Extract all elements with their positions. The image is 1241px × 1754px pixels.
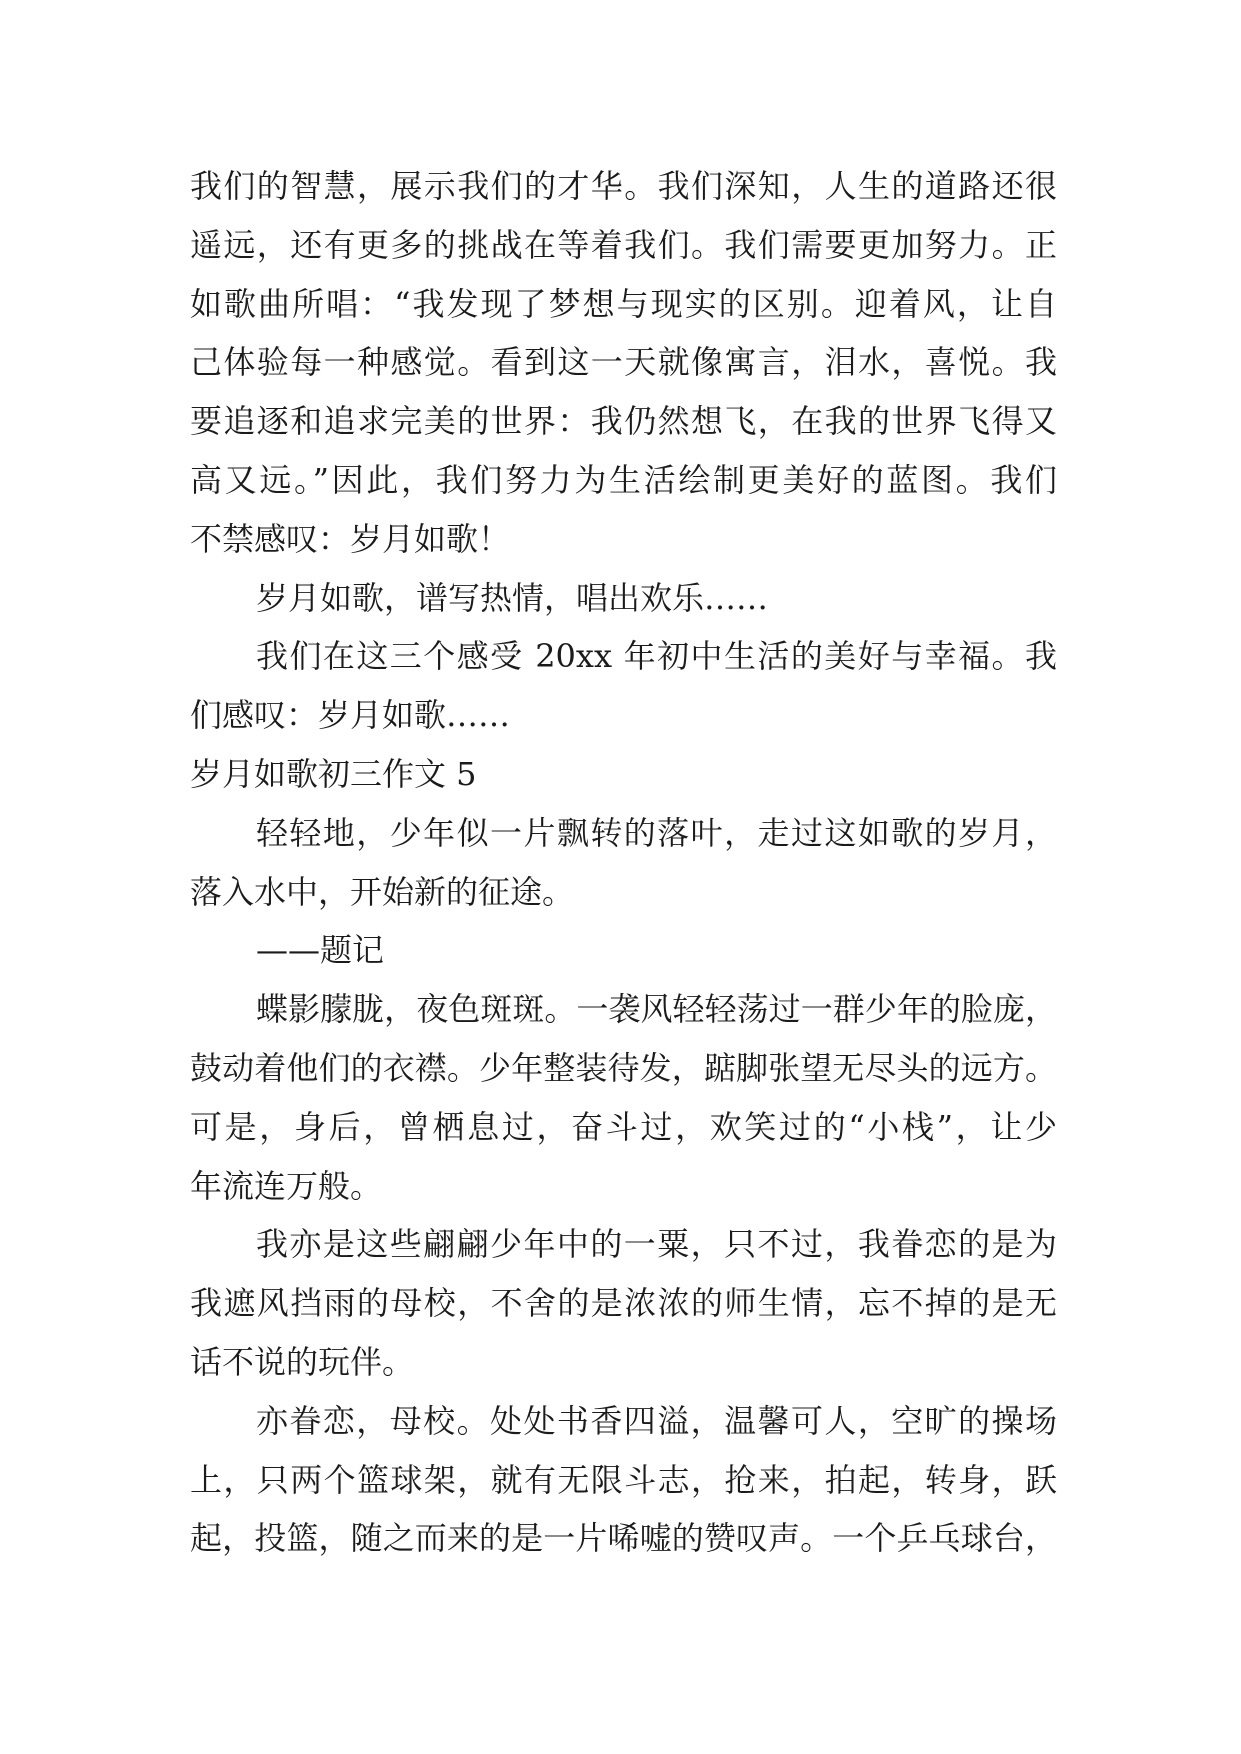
text-line: 落入水中，开始新的征途。	[190, 872, 575, 911]
text-line: 蝶影朦胧，夜色斑斑。一袭风轻轻荡过一群少年的脸庞，	[256, 990, 1057, 1029]
paragraph	[190, 804, 1057, 922]
text-line: ——题记	[256, 931, 385, 970]
text-line: 不禁感叹：岁月如歌！	[190, 519, 511, 558]
text-line: 话不说的玩伴。	[190, 1342, 415, 1381]
text-line: 年流连万般。	[190, 1166, 383, 1205]
paragraph	[190, 569, 1057, 628]
text-line: 可是，身后，曾栖息过，奋斗过，欢笑过的“小栈”，让少	[190, 1107, 1057, 1146]
text-line: 我们在这三个感受 20xx 年初中生活的美好与幸福。我	[256, 637, 1057, 676]
text-line: 上，只两个篮球架，就有无限斗志，抢来，拍起，转身，跃	[190, 1460, 1057, 1499]
paragraph	[190, 157, 1057, 569]
text-line: 己体验每一种感觉。看到这一天就像寓言，泪水，喜悦。我	[190, 343, 1057, 382]
text-line: 要追逐和追求完美的世界：我仍然想飞，在我的世界飞得又	[190, 402, 1057, 441]
document-body	[190, 157, 1057, 1568]
paragraph	[190, 627, 1057, 745]
paragraph	[190, 980, 1057, 1215]
text-line: 我亦是这些翩翩少年中的一粟，只不过，我眷恋的是为	[256, 1225, 1057, 1264]
essay-title: 岁月如歌初三作文 5	[190, 754, 477, 793]
text-line: 们感叹：岁月如歌……	[190, 696, 511, 735]
epigraph-note	[190, 921, 1057, 980]
paragraph	[190, 1392, 1057, 1568]
text-line: 亦眷恋，母校。处处书香四溢，温馨可人，空旷的操场	[256, 1401, 1057, 1440]
text-line: 我遮风挡雨的母校，不舍的是浓浓的师生情，忘不掉的是无	[190, 1284, 1057, 1323]
paragraph	[190, 1215, 1057, 1391]
text-line: 岁月如歌，谱写热情，唱出欢乐……	[256, 578, 769, 617]
text-line: 如歌曲所唱：“我发现了梦想与现实的区别。迎着风，让自	[190, 284, 1057, 323]
text-line: 高又远。”因此，我们努力为生活绘制更美好的蓝图。我们	[190, 460, 1057, 499]
text-line: 起，投篮，随之而来的是一片唏嘘的赞叹声。一个乒乓球台，	[190, 1519, 1057, 1558]
text-line: 轻轻地，少年似一片飘转的落叶，走过这如歌的岁月，	[256, 813, 1057, 852]
text-line: 我们的智慧，展示我们的才华。我们深知，人生的道路还很	[190, 167, 1057, 205]
text-line: 遥远，还有更多的挑战在等着我们。我们需要更加努力。正	[190, 225, 1057, 264]
text-line: 鼓动着他们的衣襟。少年整装待发，踮脚张望无尽头的远方。	[190, 1048, 1057, 1087]
